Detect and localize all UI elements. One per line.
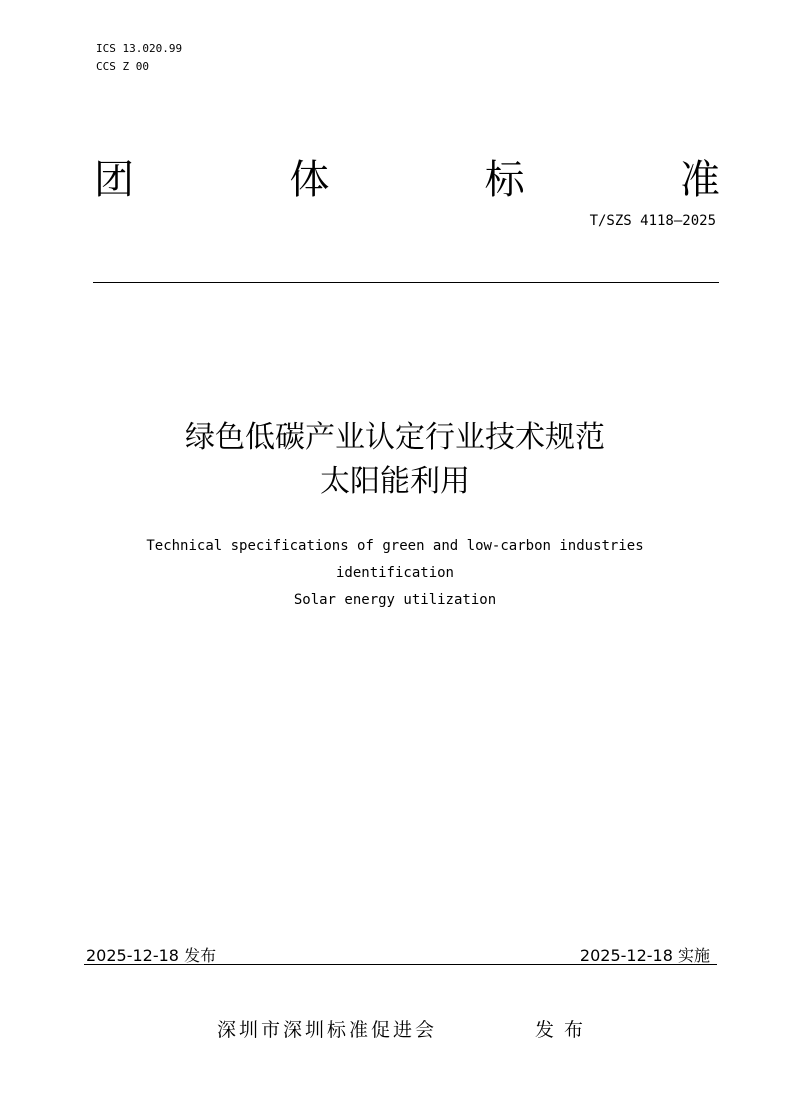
- standard-type-char-3: 标: [484, 157, 525, 203]
- top-divider: [93, 282, 719, 283]
- english-title-line-3: Solar energy utilization: [293, 592, 497, 608]
- ccs-code: CCS Z 00: [96, 60, 149, 73]
- implementation-date: 2025-12-18 实施: [579, 946, 710, 965]
- standard-type-heading: [94, 152, 720, 208]
- ics-code: ICS 13.020.99: [96, 42, 183, 55]
- publisher-name: 深圳市深圳标准促进会: [217, 1019, 438, 1041]
- bottom-divider: [84, 964, 717, 965]
- standard-type-char-2: 体: [289, 157, 330, 203]
- english-title-line-2: identification: [335, 565, 454, 581]
- standard-type-char-4: 准: [679, 157, 720, 203]
- standard-type-char-1: 团: [94, 157, 134, 203]
- issue-date: 2025-12-18 发布: [86, 946, 217, 965]
- chinese-title-line-1: 绿色低碳产业认定行业技术规范: [185, 420, 605, 455]
- chinese-title-line-2: 太阳能利用: [320, 464, 470, 499]
- english-title: [0, 533, 790, 614]
- classification-codes: [96, 40, 182, 76]
- english-title-line-1: Technical specifications of green and low-carbon industries: [146, 538, 644, 554]
- publish-label: 发布: [535, 1019, 594, 1041]
- standard-number: T/SZS 4118—2025: [589, 213, 716, 229]
